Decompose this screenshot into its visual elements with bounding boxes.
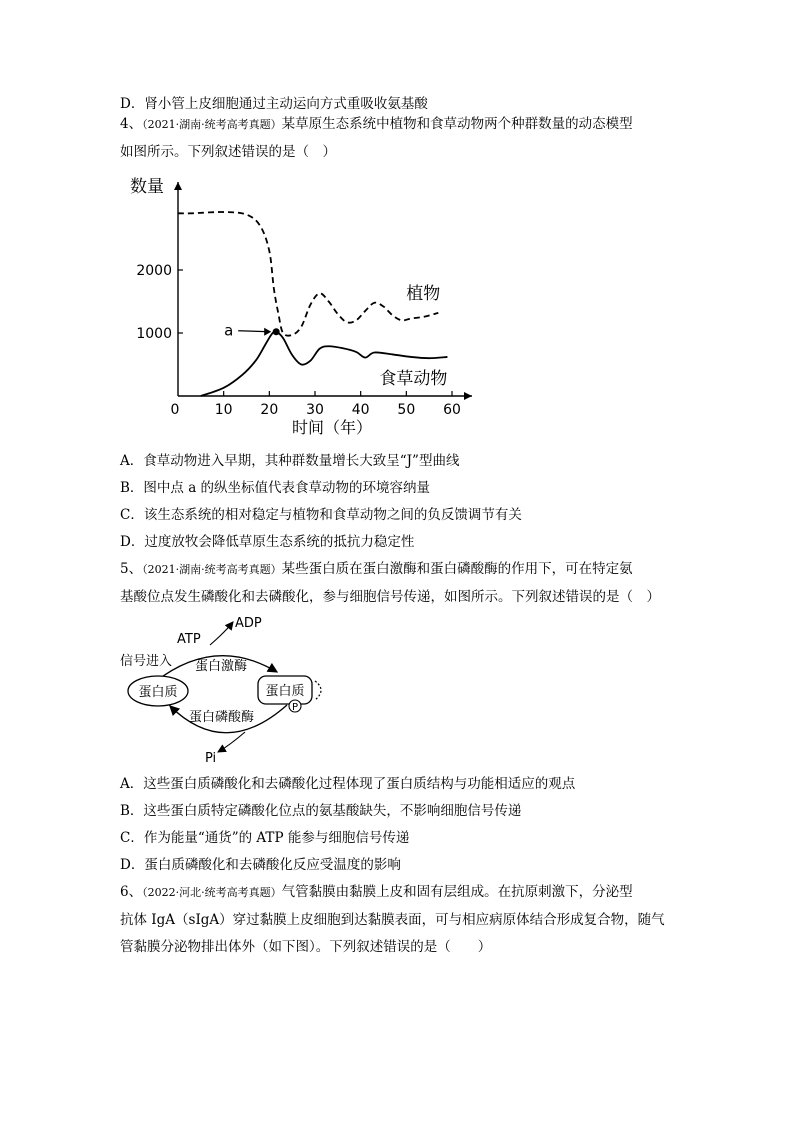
point-a-marker <box>273 328 280 335</box>
q4-stem-a: 某草原生态系统中植物和食草动物两个种群数量的动态模型 <box>281 116 633 132</box>
q4-number: 4、 <box>120 116 143 132</box>
x-tick-label: 30 <box>306 402 324 418</box>
q5-option-d: D．蛋白质磷酸化和去磷酸化反应受温度的影响 <box>120 857 401 873</box>
series-label-plant: 植物 <box>406 283 441 304</box>
q4-option-a: A．食草动物进入早期，其种群数量增长大致呈“J”型曲线 <box>120 453 460 469</box>
q4-stem-line2: 如图所示。下列叙述错误的是（ ） <box>120 144 336 160</box>
phosphate-label: P <box>291 702 299 713</box>
point-a-arrowhead <box>264 328 271 336</box>
atp-label: ATP <box>177 632 201 647</box>
q4-stem-line1 <box>120 115 633 134</box>
series-label-herbivore: 食草动物 <box>379 368 448 389</box>
q6-stem-a: 气管黏膜由黏膜上皮和固有层组成。在抗原刺激下，分泌型 <box>281 884 633 900</box>
adp-label: ADP <box>235 616 262 631</box>
x-axis-arrow <box>464 392 472 400</box>
q6-stem-line3: 管黏膜分泌物排出体外（如下图）。下列叙述错误的是（ ） <box>120 939 492 955</box>
y-tick-label: 1000 <box>136 326 172 342</box>
q5-source: （2021·湖南·统考高考真题） <box>142 563 282 576</box>
dotted-edge <box>315 681 321 700</box>
q5-number: 5、 <box>120 561 143 577</box>
signal-label: 信号进入 <box>120 654 173 669</box>
population-chart <box>110 170 490 440</box>
q5-option-c: C．作为能量“通货”的 ATP 能参与细胞信号传递 <box>120 830 410 846</box>
y-tick-label: 2000 <box>136 263 172 279</box>
q6-stem-line1 <box>120 883 633 902</box>
q4-option-d: D．过度放牧会降低草原生态系统的抵抗力稳定性 <box>120 534 415 550</box>
y-axis-arrow <box>174 182 182 190</box>
x-tick-label: 40 <box>351 402 370 418</box>
x-tick-label: 60 <box>443 402 461 418</box>
pi-arrow <box>218 732 245 752</box>
y-axis-title: 数量 <box>130 177 164 197</box>
q5-stem-line2: 基酸位点发生磷酸化和去磷酸化，参与细胞信号传递，如图所示。下列叙述错误的是（ ） <box>120 589 660 605</box>
point-a-label: a <box>224 321 234 340</box>
protein-left-label: 蛋白质 <box>138 685 178 700</box>
phosphorylation-diagram <box>115 610 345 770</box>
q5-option-b: B．这些蛋白质特定磷酸化位点的氨基酸缺失，不影响细胞信号传递 <box>120 803 522 819</box>
q6-number: 6、 <box>120 884 143 900</box>
protein-right-label: 蛋白质 <box>265 684 305 699</box>
q4-option-c: C．该生态系统的相对稳定与植物和食草动物之间的负反馈调节有关 <box>120 507 522 523</box>
q4-source: （2021·湖南·统考高考真题） <box>142 118 282 131</box>
q5-stem-a: 某些蛋白质在蛋白激酶和蛋白磷酸酶的作用下，可在特定氨 <box>281 561 633 577</box>
series-line-plant <box>178 212 441 336</box>
q5-option-a: A．这些蛋白质磷酸化和去磷酸化过程体现了蛋白质结构与功能相适应的观点 <box>120 776 576 792</box>
q5-stem-line1 <box>120 560 633 579</box>
q6-source: （2022·河北·统考高考真题） <box>142 886 282 899</box>
phosphatase-label: 蛋白磷酸酶 <box>189 710 255 725</box>
x-tick-label: 50 <box>397 402 416 418</box>
q3-option-d: D．肾小管上皮细胞通过主动运向方式重吸收氨基酸 <box>120 96 428 112</box>
x-axis-title: 时间（年） <box>291 418 373 437</box>
pi-label: Pi <box>205 751 217 766</box>
q6-stem-line2: 抗体 IgA（sIgA）穿过黏膜上皮细胞到达黏膜表面，可与相应病原体结合形成复合物，随气 <box>120 912 665 928</box>
x-tick-label: 10 <box>214 402 233 418</box>
q4-option-b: B．图中点 a 的纵坐标值代表食草动物的环境容纳量 <box>120 480 431 496</box>
x-tick-label: 20 <box>260 402 279 418</box>
atp-adp-arrow <box>210 622 233 645</box>
x-tick-label: 0 <box>170 402 180 418</box>
kinase-label: 蛋白激酶 <box>195 659 248 674</box>
